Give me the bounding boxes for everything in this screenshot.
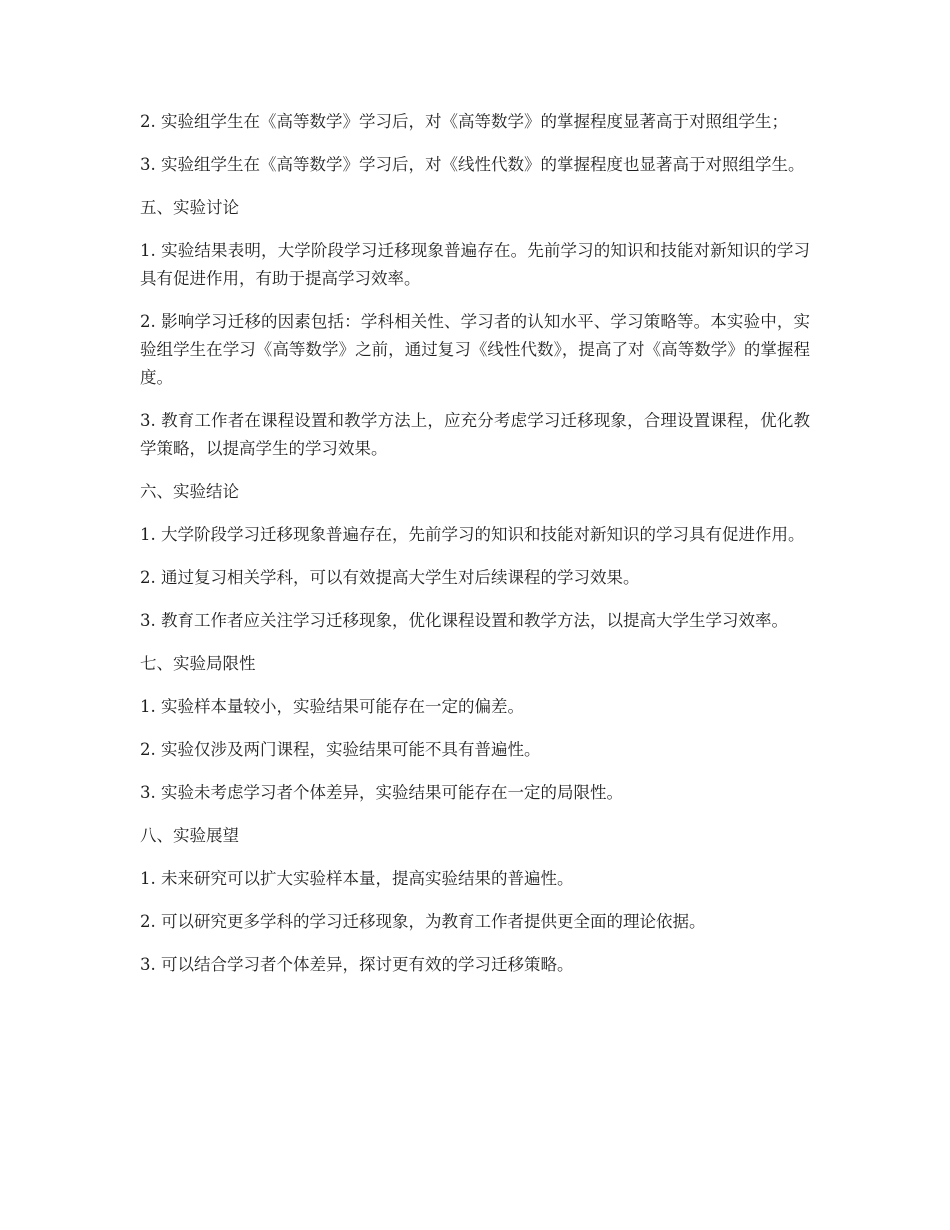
outlook-item-3: 3. 可以结合学习者个体差异，探讨更有效的学习迁移策略。 [140, 955, 574, 974]
section-heading-discussion: 五、实验讨论 [140, 198, 239, 217]
result-item-2: 2. 实验组学生在《高等数学》学习后，对《高等数学》的掌握程度显著高于对照组学生； [140, 112, 788, 131]
document-body [140, 108, 810, 994]
discussion-item-3: 3. 教育工作者在课程设置和教学方法上，应充分考虑学习迁移现象，合理设置课程，优化教学策略，以提高学生的学习效果。 [140, 411, 810, 458]
limitation-item-3: 3. 实验未考虑学习者个体差异，实验结果可能存在一定的局限性。 [140, 783, 623, 802]
section-heading-limitations: 七、实验局限性 [140, 654, 256, 673]
discussion-item-1: 1. 实验结果表明，大学阶段学习迁移现象普遍存在。先前学习的知识和技能对新知识的学习具有促进作用，有助于提高学习效率。 [140, 241, 810, 288]
conclusion-item-3: 3. 教育工作者应关注学习迁移现象，优化课程设置和教学方法，以提高大学生学习效率。 [140, 611, 788, 630]
outlook-item-1: 1. 未来研究可以扩大实验样本量，提高实验结果的普遍性。 [140, 869, 574, 888]
limitation-item-1: 1. 实验样本量较小，实验结果可能存在一定的偏差。 [140, 697, 524, 716]
conclusion-item-2: 2. 通过复习相关学科，可以有效提高大学生对后续课程的学习效果。 [140, 568, 640, 587]
limitation-item-2: 2. 实验仅涉及两门课程，实验结果可能不具有普遍性。 [140, 740, 541, 759]
result-item-3: 3. 实验组学生在《高等数学》学习后，对《线性代数》的掌握程度也显著高于对照组学生。 [140, 155, 805, 174]
section-heading-outlook: 八、实验展望 [140, 826, 239, 845]
section-heading-conclusion: 六、实验结论 [140, 482, 239, 501]
outlook-item-2: 2. 可以研究更多学科的学习迁移现象，为教育工作者提供更全面的理论依据。 [140, 912, 706, 931]
conclusion-item-1: 1. 大学阶段学习迁移现象普遍存在，先前学习的知识和技能对新知识的学习具有促进作用。 [140, 525, 805, 544]
discussion-item-2: 2. 影响学习迁移的因素包括：学科相关性、学习者的认知水平、学习策略等。本实验中，实验组学生在学习《高等数学》之前，通过复习《线性代数》，提高了对《高等数学》的掌握程度。 [140, 312, 810, 387]
